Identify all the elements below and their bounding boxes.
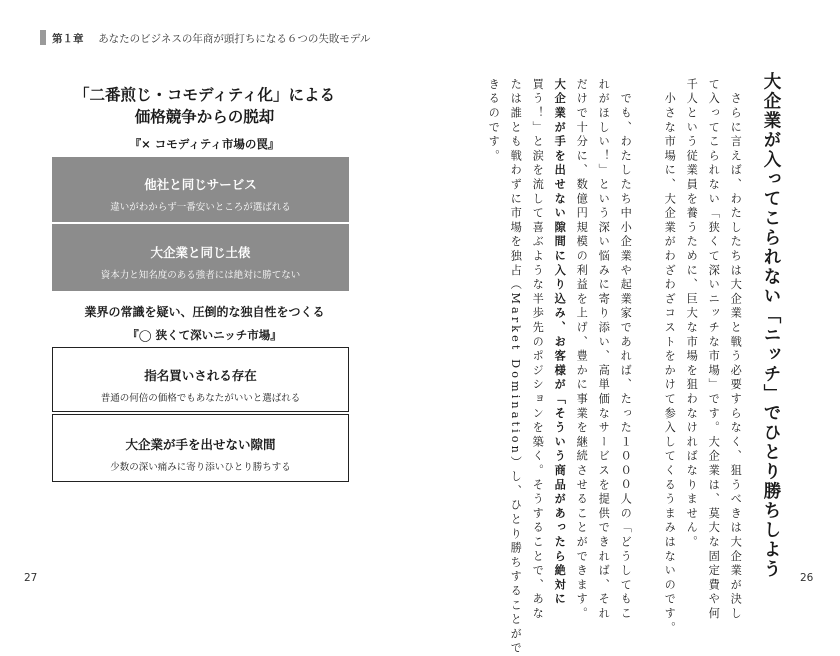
body-line: 千人という従業員を養うために、巨大な市場を狙わなければなりません。: [685, 78, 699, 550]
diagram-title-line1: 「二番煎じ・コモディティ化」による: [73, 86, 336, 104]
section-heading: 大企業が入ってこられない「ニッチ」でひとり勝ちしよう: [761, 72, 781, 579]
body-line: だけで十分に、数億円規模の利益を上げ、豊かに事業を継続させることができます。: [575, 78, 589, 622]
diagram-title-line2: 価格競争からの脱却: [134, 108, 275, 126]
same-service-box: [52, 157, 349, 222]
box-sub-text: 違いがわからず一番安いところが選ばれる: [110, 202, 291, 213]
box-main-text: 大企業が手を出せない隙間: [125, 437, 276, 452]
middle-statement: 業界の常識を疑い、圧倒的な独自性をつくる: [84, 305, 325, 319]
page-number-right: 26: [800, 572, 814, 584]
box-main-text: 他社と同じサービス: [144, 177, 257, 192]
niche-gap-box: [52, 414, 349, 482]
body-line: さらに言えば、わたしたちは大企業と戦う必要すらなく、狙うべきは大企業が決し: [729, 78, 743, 622]
body-line: て入ってこられない「狭くて深いニッチな市場」です。大企業は、莫大な固定費や何: [707, 78, 721, 622]
body-line: きるのです。: [487, 78, 501, 164]
diagram-title: [52, 84, 357, 128]
commodity-trap-caption: 『× コモディティ市場の罠』: [129, 137, 280, 151]
same-arena-box: [52, 224, 349, 291]
chapter-marker: [40, 30, 46, 45]
niche-market-caption: 『◯ 狭くて深いニッチ市場』: [127, 328, 282, 342]
nominated-purchase-box: [52, 347, 349, 412]
body-line: たは誰とも戦わずに市場を独占（Market Domination）し、ひとり勝ちすることがで: [509, 78, 523, 656]
box-sub-text: 少数の深い痛みに寄り添いひとり勝ちする: [110, 462, 291, 473]
box-main-text: 指名買いされる存在: [144, 368, 257, 383]
body-line: 買う！」と涙を流して喜ぶような半歩先のポジションを築く。そうすることで、あな: [531, 78, 545, 622]
body-line: れがほしい！」という深い悩みに寄り添い、高単価なサービスを提供できれば、それ: [597, 78, 611, 622]
chapter-title: あなたのビジネスの年商が頭打ちになる６つの失敗モデル: [98, 33, 371, 45]
body-line-bold: 大企業が手を出せない隙間に入り込み、お客様が「そういう商品があったら絶対に: [553, 78, 567, 608]
body-line: 小さな市場に、大企業がわざわざコストをかけて参入してくるうまみはないのです。: [663, 78, 677, 636]
box-main-text: 大企業と同じ土俵: [150, 245, 251, 260]
page-number-left: 27: [24, 572, 38, 584]
body-line: でも、わたしたち中小企業や起業家であれば、たった１０００人の「どうしてもこ: [619, 78, 633, 622]
box-sub-text: 資本力と知名度のある強者には絶対に勝てない: [100, 270, 301, 281]
chapter-number: 第１章: [52, 33, 84, 45]
box-sub-text: 普通の何倍の価格でもあなたがいいと選ばれる: [100, 393, 301, 404]
chapter-header: [52, 31, 370, 46]
